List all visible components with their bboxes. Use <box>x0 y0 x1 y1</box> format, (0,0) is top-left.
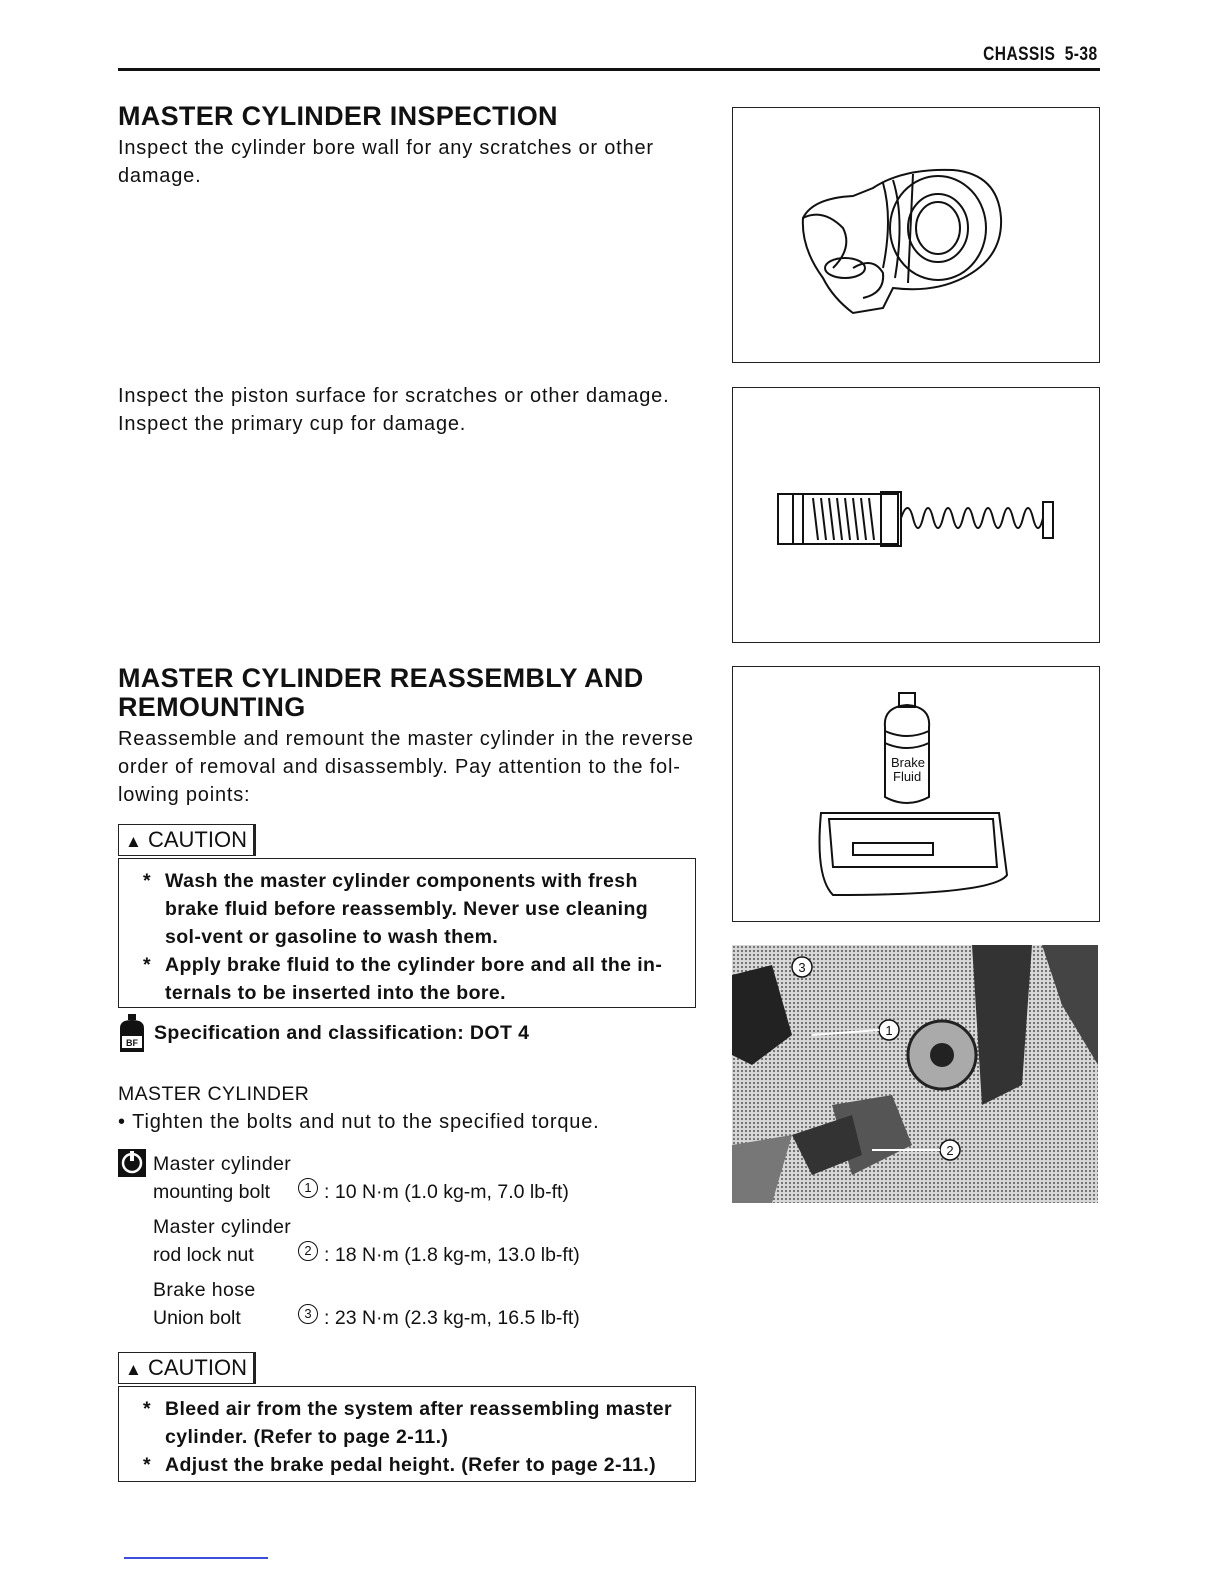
cup-inspect-text: Inspect the primary cup for damage. <box>118 413 467 435</box>
figure-piston <box>732 387 1100 643</box>
header-page-number: 5-38 <box>1065 44 1098 65</box>
warning-triangle-icon: ▲ <box>125 832 142 851</box>
torque-value: 23 N·m (2.3 kg-m, 16.5 lb-ft) <box>334 1307 580 1329</box>
torque-bullet-text: Tighten the bolts and nut to the specified torque. <box>132 1111 600 1133</box>
figure-brake-fluid <box>732 666 1100 922</box>
bottle-label-brake: Brake <box>891 755 925 770</box>
inspection-title: MASTER CYLINDER INSPECTION <box>118 101 558 131</box>
page-header <box>984 44 1098 66</box>
spec-text: Specification and classification: DOT 4 <box>154 1022 530 1044</box>
reassembly-title-1: MASTER CYLINDER REASSEMBLY AND <box>118 663 644 693</box>
master-cylinder-photo <box>732 945 1098 1203</box>
torque-callout-num: 1 <box>298 1178 318 1198</box>
torque-label-line1: Master cylinder <box>153 1216 292 1238</box>
footer-mark-line <box>124 1557 268 1559</box>
brake-fluid-icon <box>118 1014 146 1052</box>
cylinder-drawing <box>733 108 1099 362</box>
torque-label-line2: rod lock nut <box>153 1244 254 1266</box>
brake-fluid-drawing <box>733 667 1099 921</box>
torque-label-line2: Union bolt <box>153 1307 241 1329</box>
reassembly-intro: Reassemble and remount the master cylinder in the reverse order of removal and disassembly. Pay attention to the fol-lowing points: <box>118 728 694 806</box>
caution-1-item-1: * Wash the master cylinder components with fresh brake fluid before reassembly. Never use cleaning sol-vent or gasoline to wash them. <box>143 870 649 948</box>
torque-value: 18 N·m (1.8 kg-m, 13.0 lb-ft) <box>334 1244 580 1266</box>
caution-1-item-2: * Apply brake fluid to the cylinder bore and all the in-ternals to be inserted into the bore. <box>143 954 663 1004</box>
torque-row: Master cylinder rod lock nut 2 : 18 N·m (1.8 kg-m, 13.0 lb-ft) <box>153 1213 693 1269</box>
torque-label-line2: mounting bolt <box>153 1181 271 1203</box>
photo-callout-3: 3 <box>798 960 806 975</box>
inspection-para-1: Inspect the cylinder bore wall for any scratches or other damage. <box>118 137 654 187</box>
torque-callout-num: 2 <box>298 1241 318 1261</box>
torque-bullet: • Tighten the bolts and nut to the specified torque. <box>118 1111 600 1133</box>
figure-cylinder-bore <box>732 107 1100 363</box>
piston-inspect-text: Inspect the piston surface for scratches or other damage. <box>118 385 670 407</box>
inspection-section <box>118 102 703 190</box>
caution-2-item-1: * Bleed air from the system after reassembling master cylinder. (Refer to page 2-11.) <box>143 1398 673 1448</box>
caution-2-item-2: * Adjust the brake pedal height. (Refer to page 2-11.) <box>143 1454 657 1476</box>
reassembly-title-2: REMOUNTING <box>118 692 306 722</box>
torque-row: Brake hose Union bolt 3 : 23 N·m (2.3 kg-m, 16.5 lb-ft) <box>153 1276 693 1332</box>
header-rule <box>118 68 1100 71</box>
torque-row: Master cylinder mounting bolt 1 : 10 N·m (1.0 kg-m, 7.0 lb-ft) <box>153 1150 693 1206</box>
caution-label-text-1: CAUTION <box>147 827 247 852</box>
reassembly-section <box>118 664 703 809</box>
piston-drawing <box>733 388 1099 642</box>
torque-callout-num: 3 <box>298 1304 318 1324</box>
spec-row <box>118 1014 529 1052</box>
torque-value: 10 N·m (1.0 kg-m, 7.0 lb-ft) <box>334 1181 569 1203</box>
caution-box-1 <box>118 858 696 1008</box>
caution-label-1 <box>118 824 256 856</box>
photo-callout-1: 1 <box>885 1023 893 1038</box>
photo-callout-2: 2 <box>946 1143 954 1158</box>
torque-label-line1: Brake hose <box>153 1279 256 1301</box>
warning-triangle-icon: ▲ <box>125 1360 142 1379</box>
torque-table <box>153 1150 693 1332</box>
brake-fluid-icon-text: BF <box>126 1038 138 1048</box>
torque-label-line1: Master cylinder <box>153 1153 292 1175</box>
caution-label-text-2: CAUTION <box>147 1355 247 1380</box>
inspection-para-2 <box>118 382 718 438</box>
torque-wrench-icon <box>117 1148 147 1178</box>
caution-box-2 <box>118 1386 696 1482</box>
header-section: CHASSIS <box>983 44 1056 65</box>
bottle-label-fluid: Fluid <box>893 769 922 784</box>
master-cylinder-subhead: MASTER CYLINDER <box>118 1083 310 1105</box>
figure-master-cylinder-photo <box>732 945 1098 1203</box>
caution-label-2 <box>118 1352 256 1384</box>
